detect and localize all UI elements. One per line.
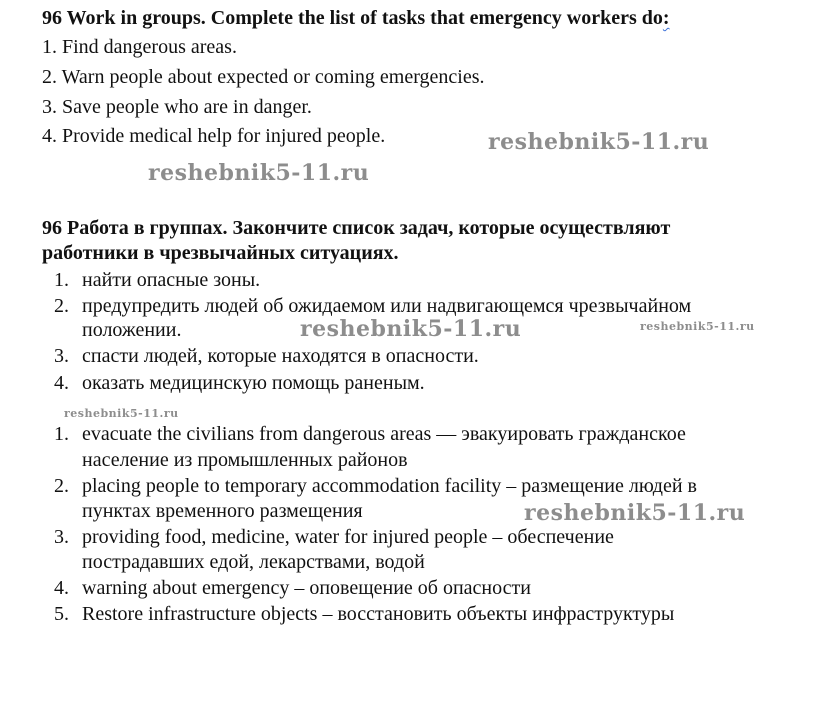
watermark: reshebnik5-11.ru — [524, 500, 746, 526]
russian-item-number: 3. — [54, 345, 69, 367]
watermark: reshebnik5-11.ru — [488, 129, 710, 155]
watermark: reshebnik5-11.ru — [148, 160, 370, 186]
english-item-3: 3. Save people who are in danger. — [42, 96, 312, 118]
vocab-item-1-line-1: evacuate the civilians from dangerous areas — эвакуировать гражданское — [82, 423, 686, 445]
vocab-item-number: 2. — [54, 475, 69, 497]
watermark: reshebnik5-11.ru — [640, 320, 755, 333]
russian-item-3: спасти людей, которые находятся в опасности. — [82, 345, 479, 367]
vocab-item-4: warning about emergency – оповещение об опасности — [82, 577, 531, 599]
vocab-item-number: 5. — [54, 603, 69, 625]
russian-item-number: 2. — [54, 295, 69, 317]
watermark: reshebnik5-11.ru — [300, 316, 522, 342]
english-heading-colon: : — [662, 7, 670, 29]
russian-item-number: 1. — [54, 269, 69, 291]
russian-item-4: оказать медицинскую помощь раненым. — [82, 372, 425, 394]
vocab-item-number: 3. — [54, 526, 69, 548]
english-item-1: 1. Find dangerous areas. — [42, 36, 237, 58]
english-heading-text: 96 Work in groups. Complete the list of tasks that emergency workers do — [42, 7, 663, 29]
vocab-item-1-line-2: население из промышленных районов — [82, 449, 408, 471]
russian-item-2-line-2: положении. — [82, 319, 182, 341]
english-item-2: 2. Warn people about expected or coming emergencies. — [42, 66, 485, 88]
vocab-item-number: 1. — [54, 423, 69, 445]
russian-heading-line-2: работники в чрезвычайных ситуациях. — [42, 242, 399, 264]
english-item-4: 4. Provide medical help for injured people. — [42, 125, 386, 147]
russian-item-1: найти опасные зоны. — [82, 269, 261, 291]
vocab-item-3-line-2: пострадавших едой, лекарствами, водой — [82, 551, 425, 573]
watermark: reshebnik5-11.ru — [64, 407, 179, 420]
vocab-item-5: Restore infrastructure objects – восстановить объекты инфраструктуры — [82, 603, 675, 625]
vocab-item-2-line-1: placing people to temporary accommodation facility – размещение людей в — [82, 475, 697, 497]
vocab-item-number: 4. — [54, 577, 69, 599]
english-heading — [42, 6, 670, 30]
vocab-item-3-line-1: providing food, medicine, water for injured people – обеспечение — [82, 526, 614, 548]
vocab-item-2-line-2: пунктах временного размещения — [82, 500, 363, 522]
russian-item-2-line-1: предупредить людей об ожидаемом или надвигающемся чрезвычайном — [82, 295, 692, 317]
russian-heading-line-1: 96 Работа в группах. Закончите список задач, которые осуществляют — [42, 217, 671, 239]
russian-item-number: 4. — [54, 372, 69, 394]
